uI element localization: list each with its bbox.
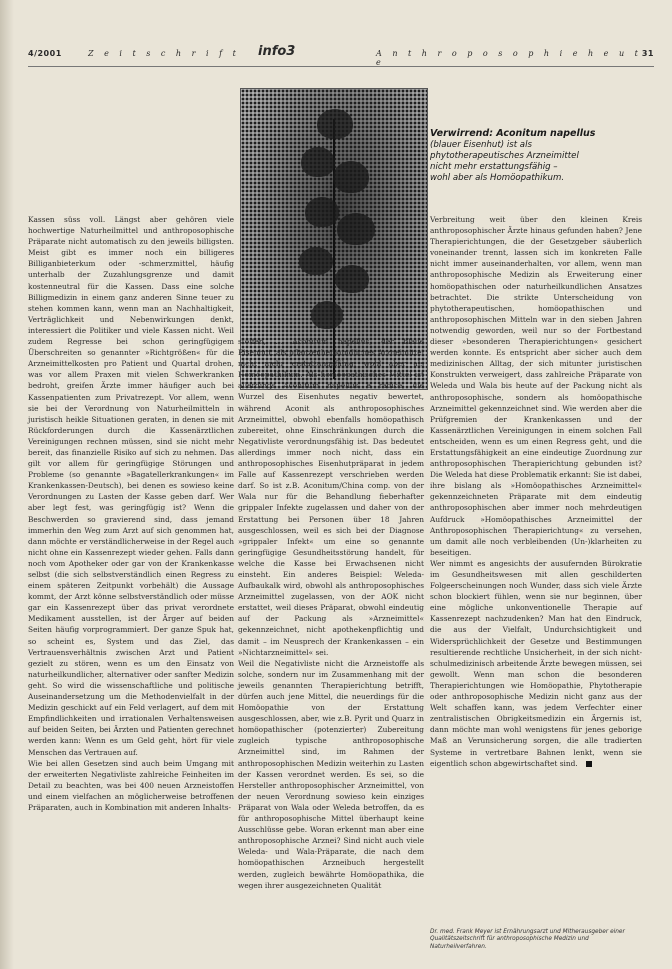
flower-blossom — [335, 265, 369, 293]
page-edge-shadow — [0, 0, 14, 969]
article-column-1 — [28, 214, 234, 813]
article-column-3 — [430, 214, 642, 769]
caption-title: Verwirrend: Aconitum napellus — [430, 128, 596, 139]
journal-label: Z e i t s c h r i f t — [88, 49, 240, 58]
page-number: 31 — [641, 49, 654, 58]
issue-number: 4/2001 — [28, 49, 62, 58]
flower-blossom — [305, 197, 339, 227]
subject-label: A n t h r o p o s o p h i e h e u t e — [376, 49, 642, 67]
flower-blossom — [333, 161, 369, 193]
end-of-article-mark — [586, 761, 592, 767]
photo-caption — [430, 128, 640, 184]
column-1-text: Kassen süss voll. Längst aber gehören viele hochwertige Naturheilmittel und anthroposophische Präparate nicht automatisch zu den jeweils billigsten. Meist gibt es immer noch ein billigeres Billiganbieterkum oder -schmerzmittel, häufig unterhalb der Zuzahlungsgrenze und damit kostenneutral für die Kassen. Dass eine solche Billigmedizin in einem ganz anderen Sinne teuer zu stehen kommen kann, wenn man an Nachhaltigkeit, Verträglichkeit und Nebenwirkungen denkt, interessiert die Politiker und viele Kassen nicht. Weil zudem Regresse bei schon geringfügigem Überschreiten so genannter »Richtgrößen« für die Arzneimittelkosten pro Patient und Quartal drohen, was vor allem Praxen mit vielen Schwerkranken bedroht, greifen Ärzte immer häufiger auch bei Kassenpatienten zum Privatrezept. Vor allem, wenn sie bei der Verordnung von Naturheilmitteln in juristisch heikle Situationen geraten, in denen sie mit Rückforderungen durch die Kassenärztlichen Vereinigungen rechnen müssen, sind sie nicht mehr bereit, das finanzielle Risiko auf sich zu nehmen. Das gilt vor allem für geringfügige Störungen und Probleme (so genannte »Bagatellerkrankungen« im Krankenkassen-Deutsch), bei denen es sowieso keine Verordnungen zu Lasten der Kasse geben darf. Wer aber legt fest, was geringfügig ist? Wenn die Beschwerden so gravierend sind, dass jemand immerhin den Weg zum Arzt auf sich genommen hat, dann möchte er verständlicherweise in der Regel auch nicht ohne ein Kassenrezept wieder gehen. Falls dann noch vom Apotheker oder gar von der Krankenkasse selbst (die sich selbstverständlich einen Regress zu einem späteren Zeitpunkt vorbehält) die Aussage kommt, der Arzt könne selbstverständlich oder müsse gar ein Kassenrezept über das privat verordnete Medikament ausstellen, ist der Ärger auf beiden Seiten häufig vorprogrammiert. Der ganze Spuk hat, so scheint es, System und das Ziel, das Vertrauensverhältnis zwischen Arzt und Patient gezielt zu stören, wenn es um den Einsatz von naturheilkundlicher, alternativer oder sanfter Medizin geht. So wird die wissenschaftliche und politische Auseinandersetzung um die Methodenvielfalt in der Medizin geschickt auf ein Feld verlagert, auf dem mit Empfindlichkeiten und irrationalen Verhaltensweisen auf beiden Seiten, bei Ärzten und Patienten gerechnet werden kann: Wenn es um Geld geht, hört für viele Menschen das Vertrauen auf. Wie bei allen Gesetzen sind auch beim Umgang mit der erweiterten Negativliste zahlreiche Feinheiten im Detail zu beachten, was bei 400 neuen Arzneistoffen und einem vielfachen an möglicherweise betroffenen Präparaten, auch in Kombination mit anderen Inhalts- — [28, 215, 234, 812]
column-3-text: Verbreitung weit über den kleinen Kreis anthroposophischer Ärzte hinaus gefunden haben? Jene Therapierichtungen, die der Gesetzgeber säuberlich voneinander trennt, lassen sich im konkreten Falle nicht immer auseinanderhalten, vor allem, wenn man anthroposophische Medizin als Erweiterung einer homöopathischen oder naturheilkundlichen Ansatzes betrachtet. Die strikte Unterscheidung von phytotherapeutischen, homöopathischen und anthroposophischen Mitteln war in den sieben Jahren notwendig geworden, weil nur so der Fortbestand dieser »besonderen Therapierichtungen« gesichert werden konnte. Es entspricht aber sicher auch dem medizinischen Alltag, der sich mitunter juristischen Konstrukten verweigert, dass zahlreiche Präparate von Weleda und Wala bis heute auf der Packung nicht als anthroposophische, sondern als homöopathische Arzneimittel gekennzeichnet sind. Wie werden aber die Prüfgremien der Krankenkassen und der Kassenärztlichen Vereinigungen in einem solchen Fall entscheiden, wenn es um einen Regress geht, und die Erstattungsfähigkeit an eine eindeutige Zuordnung zur anthroposophischen Therapierichtung gebunden ist? Die Weleda hat diese Problematik erkannt: Sie ist dabei, ihre bislang als »Homöopathisches Arzneimittel« gekennzeichneten Präparate mit dem eindeutig anthroposophischen aber immer noch mehrdeutigen Aufdruck »Homöopathisches Arzneimittel der Anthroposophischen Therapierichtung« zu versehen, um damit alle noch verbleibenden (Un-)klarheiten zu beseitigen. Wer nimmt es angesichts der ausufernden Bürokratie im Gesundheitswesen mit allen geschilderten Folgeerscheinungen noch Wunder, dass sich viele Ärzte schon blockiert fühlen, wenn sie nur beginnen, über eine mögliche unkonventionelle Therapie auf Kassenrezept nachzudenken? Man hat den Eindruck, die aus der Vielfalt, Undurchsichtigkeit und Widersprüchlichkeit der Gesetze und Bestimmungen resultierende rechtliche Unsicherheit, in der sich nicht-schulmedizinisch arbeitende Ärzte bewegen müssen, sei gewollt. Wenn man schon die besonderen Therapierichtungen wie Homöopathie, Phytotherapie oder anthroposophische Medizin nicht ganz aus der Welt schaffen kann, was jedem Verfechter einer zentralistischen Obrigkeitsmedizin ein Ärgernis ist, dann möchte man wohl wenigstens für jenes geborige Maß an Verunsicherung sorgen, die alle tradierten Systeme in vertretbare Bahnen lenkt, wenn sie eigentlich schon abgewirtschaftet sind. — [430, 215, 642, 768]
header-rule — [28, 66, 654, 67]
author-footnote: Dr. med. Frank Meyer ist Ernährungsarzt und Mitherausgeber einer Qualitätszeitschrift für anthroposophische Medizin und Naturheilverfahren. — [430, 929, 625, 950]
column-2-text: stoffen, … Aconitum napellus, der blaue Eisenhut, als pflanzenheilkundliches Arzneimittel nicht mehr erstattungsfähig, wohl aber als Homöopathikum. Als homöopathisches Mittel ist allerdings Aconitum napellus e radice, die Wurzel des Eisenhutes negativ bewertet, während Aconit als anthroposophisches Arzneimittel, obwohl ebenfalls homöopathisch zubereitet, ohne Einschränkungen durch die Negativliste verordnungsfähig ist. Das bedeutet allerdings immer noch nicht, dass ein anthroposophisches Eisenhutpräparat in jedem Falle auf Kassenrezept verschrieben werden darf. So ist z.B. Aconitum/China comp. von der Wala nur für die Behandlung fieberhafter grippaler Infekte zugelassen und daher von der Erstattung bei Personen über 18 Jahren ausgeschlossen, weil es sich bei der Diagnose »grippaler Infekt« um eine so genannte geringfügige Gesundheitsstörung handelt, für welche die Kasse bei Erwachsenen nicht einsteht. Ein anderes Beispiel: Weleda-Aufbaukalk wird, obwohl als anthroposophisches Arzneimittel zugelassen, von der AOK nicht erstattet, weil dieses Präparat, obwohl eindeutig auf der Packung als »Arzneimittel« gekennzeichnet, nicht apothekenpflichtig und damit – im Neusprech der Krankenkassen – ein »Nichtarzneimittel« sei. Weil die Negativliste nicht die Arzneistoffe als solche, sondern nur im Zusammenhang mit der jeweils genannten Therapierichtung betrifft, dürfen auch jene Mittel, die neuerdings für die Homöopathie von der Erstattung ausgeschlossen, aber, wie z.B. Pyrit und Quarz in homöopathischer (potenzierter) Zubereitung zugleich typische anthroposophische Arzneimittel sind, im Rahmen der anthroposophischen Medizin weiterhin zu Lasten der Kassen verordnet werden. Es sei, so die Hersteller anthroposophischer Arzneimittel, von der neuen Verordnung sowieso kein einziges Präparat von Wala oder Weleda betroffen, da es für anthroposophische Mittel überhaupt keine Ausschlüsse gebe. Woran erkennt man aber eine anthroposophische Arznei? Sind nicht auch viele Weleda- und Wala-Präparate, die nach dem homöopathischen Arzneibuch hergestellt werden, zugleich bewährte Homöopathika, die wegen ihrer ausgezeichneten Qualität — [238, 337, 424, 890]
flower-blossom — [299, 247, 333, 275]
flower-blossom — [317, 109, 353, 139]
article-column-2 — [238, 336, 424, 891]
flower-blossom — [311, 301, 343, 329]
running-header — [28, 46, 654, 66]
flower-blossom — [301, 147, 335, 177]
info3-logo: info3 — [258, 44, 296, 59]
flower-blossom — [337, 213, 375, 245]
caption-text: (blauer Eisenhut) ist als phytotherapeutisches Arzneimittel nicht mehr erstattungsfähig – wohl aber als Homöopathikum. — [430, 140, 579, 183]
